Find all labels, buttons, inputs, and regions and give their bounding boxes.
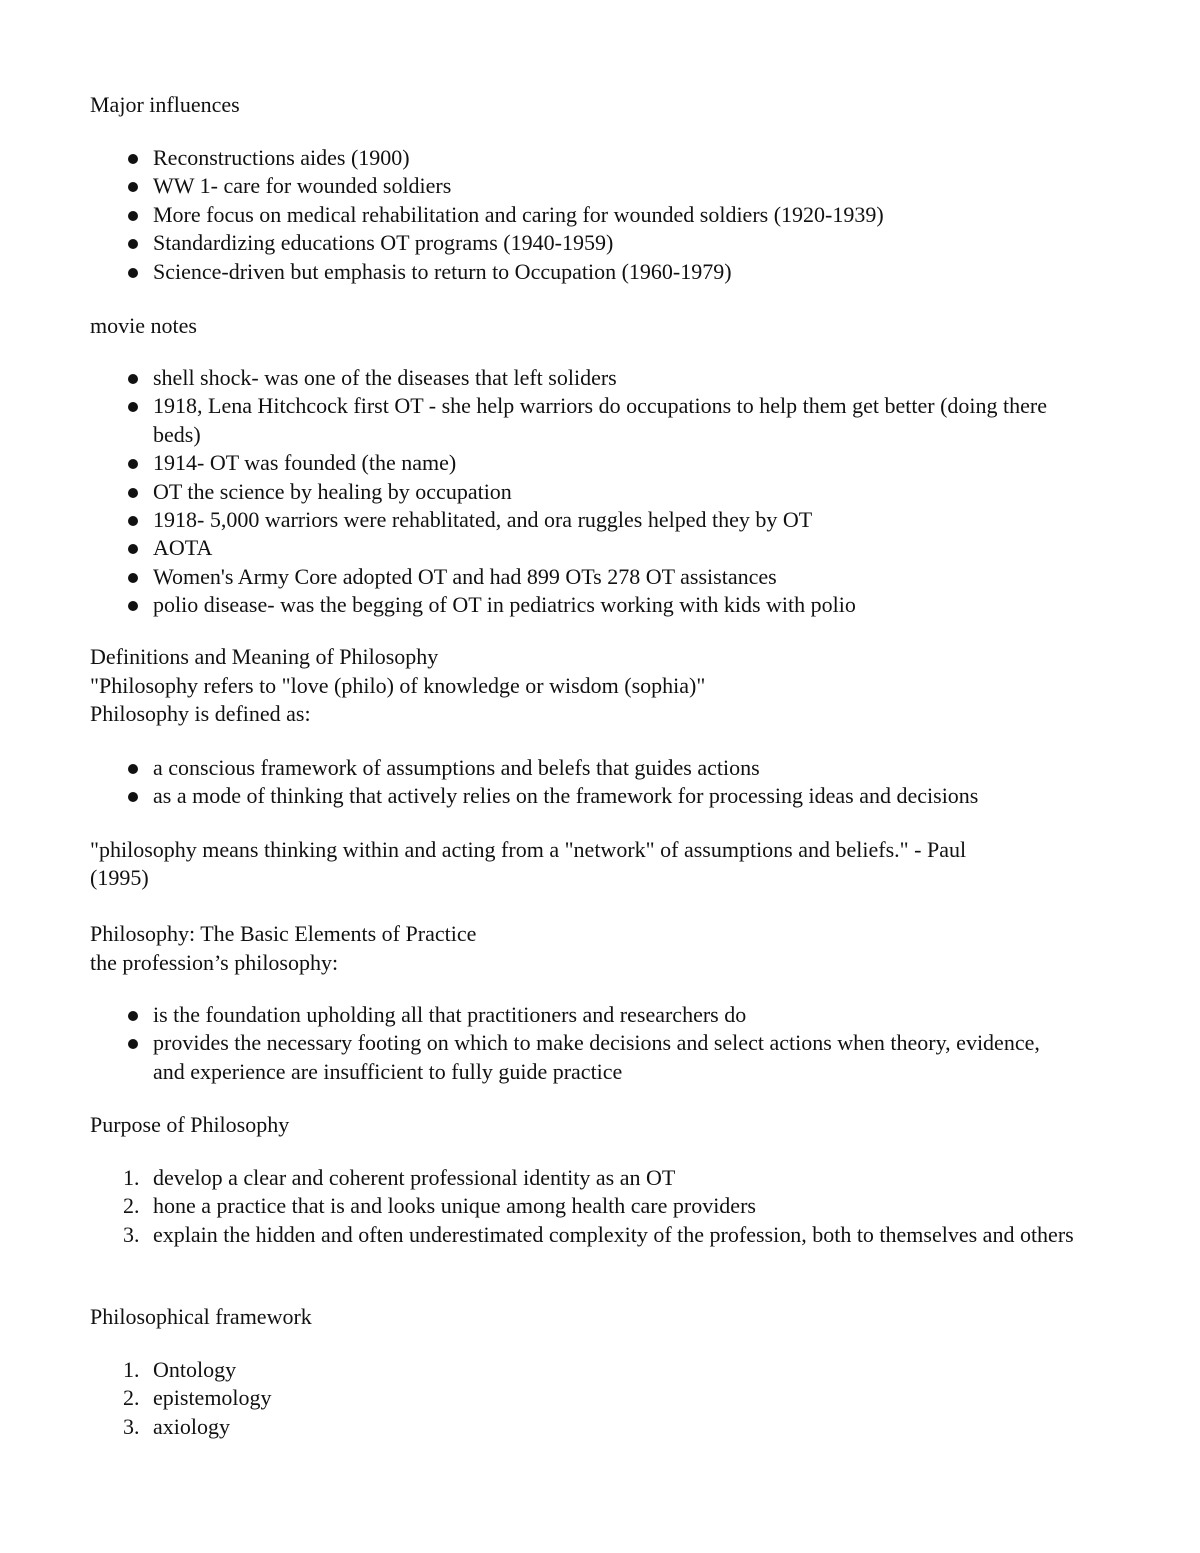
list-item: Standardizing educations OT programs (1940-1959) — [90, 229, 1110, 257]
list-item: Women's Army Core adopted OT and had 899 OTs 278 OT assistances — [90, 563, 1110, 591]
list-item: a conscious framework of assumptions and belefs that guides actions — [90, 754, 1110, 782]
list-item: 3. explain the hidden and often underestimated complexity of the profession, both to themselves and others — [123, 1221, 1074, 1247]
list-item: Science-driven but emphasis to return to Occupation (1960-1979) — [90, 258, 1110, 286]
list-item: 1. develop a clear and coherent professional identity as an OT — [123, 1165, 676, 1190]
philosophy-etymology: "Philosophy refers to "love (philo) of knowledge or wisdom (sophia)" — [90, 673, 706, 698]
section-heading-movie-notes: movie notes — [90, 313, 197, 338]
list-item: Reconstructions aides (1900) — [90, 144, 1110, 172]
basic-elements-list — [90, 1001, 1110, 1086]
section-heading-major-influences: Major influences — [90, 92, 240, 117]
list-item: 1. Ontology — [123, 1357, 237, 1382]
philosophy-defined-as: Philosophy is defined as: — [90, 701, 311, 726]
major-influences-list — [90, 144, 1110, 286]
list-item: 1918- 5,000 warriors were rehablitated, and ora ruggles helped they by OT — [90, 506, 1110, 534]
movie-notes-list — [90, 364, 1110, 620]
list-item: provides the necessary footing on which to make decisions and select actions when theory, evidence, and experience are insufficient to fully guide practice — [90, 1029, 1073, 1086]
section-heading-basic-elements: Philosophy: The Basic Elements of Practice — [90, 921, 477, 946]
section-heading-definitions: Definitions and Meaning of Philosophy — [90, 644, 439, 669]
list-item: 1918, Lena Hitchcock first OT - she help warriors do occupations to help them get better (doing there beds) — [90, 392, 1048, 449]
profession-philosophy-label: the profession’s philosophy: — [90, 950, 339, 975]
list-item: 2. hone a practice that is and looks unique among health care providers — [123, 1193, 756, 1219]
list-item: polio disease- was the begging of OT in pediatrics working with kids with polio — [90, 591, 1110, 619]
list-item: is the foundation upholding all that practitioners and researchers do — [90, 1001, 1110, 1029]
list-item: More focus on medical rehabilitation and caring for wounded soldiers (1920-1939) — [90, 201, 1110, 229]
list-item: 3. axiology — [123, 1413, 230, 1439]
list-item: 2. epistemology — [123, 1385, 272, 1411]
framework-list — [90, 1356, 1110, 1441]
list-item: OT the science by healing by occupation — [90, 478, 1110, 506]
list-item: AOTA — [90, 534, 1110, 562]
list-item: as a mode of thinking that actively relies on the framework for processing ideas and decisions — [90, 782, 1110, 810]
list-item: shell shock- was one of the diseases that left soliders — [90, 364, 1110, 392]
definitions-list — [90, 754, 1110, 811]
paul-quote-line1: "philosophy means thinking within and acting from a "network" of assumptions and beliefs." - Paul — [90, 837, 967, 862]
paul-quote-line2: (1995) — [90, 865, 149, 890]
purpose-list — [90, 1164, 1110, 1249]
list-item: WW 1- care for wounded soldiers — [90, 172, 1110, 200]
section-heading-purpose: Purpose of Philosophy — [90, 1112, 290, 1137]
section-heading-framework: Philosophical framework — [90, 1304, 312, 1329]
list-item: 1914- OT was founded (the name) — [90, 449, 1110, 477]
